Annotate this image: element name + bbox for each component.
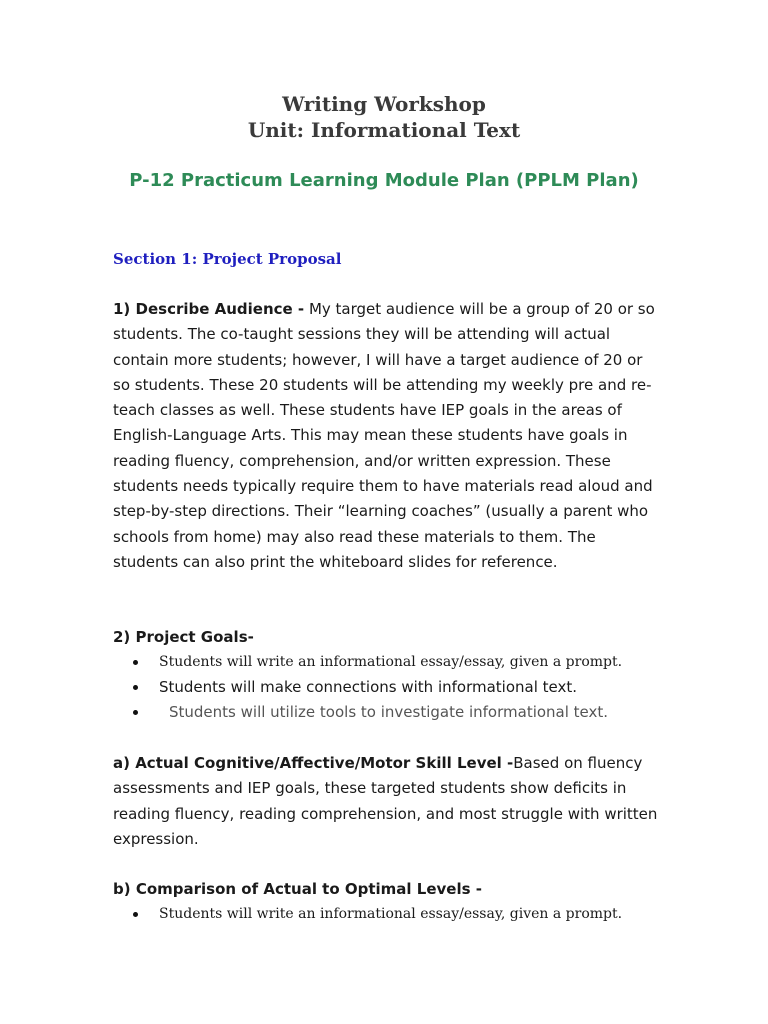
actual-level-label: a) Actual Cognitive/Affective/Motor Skill Level - xyxy=(113,754,514,772)
comparison-label: b) Comparison of Actual to Optimal Levels - xyxy=(113,880,482,898)
plan-subtitle: P-12 Practicum Learning Module Plan (PPLM Plan) xyxy=(129,170,639,191)
unit-title: Unit: Informational Text xyxy=(247,118,521,142)
project-goals-heading xyxy=(113,625,658,650)
section-1-heading: Section 1: Project Proposal xyxy=(113,250,342,268)
bullet-icon xyxy=(133,660,138,665)
describe-audience-label: 1) Describe Audience - xyxy=(113,300,305,318)
list-item-text: Students will utilize tools to investigate informational text. xyxy=(169,703,609,721)
describe-audience-paragraph xyxy=(113,297,658,575)
list-item-text: Students will write an informational essay/essay, given a prompt. xyxy=(159,654,623,670)
project-goals-list xyxy=(133,650,673,725)
bullet-icon xyxy=(133,685,138,690)
bullet-icon xyxy=(133,710,138,715)
list-item xyxy=(133,650,673,675)
project-goals-label: 2) Project Goals- xyxy=(113,628,254,646)
bullet-icon xyxy=(133,912,138,917)
actual-level-paragraph xyxy=(113,751,658,852)
list-item-text: Students will make connections with informational text. xyxy=(159,678,578,696)
comparison-heading xyxy=(113,877,658,902)
actual-level-text: Based on fluency assessments and IEP goals, these targeted students show deficits in reading fluency, reading comprehension, and most struggle with written expression. xyxy=(113,754,658,848)
comparison-list xyxy=(133,902,673,927)
describe-audience-text: My target audience will be a group of 20 or so students. The co-taught sessions they will be attending will actual contain more students; however, I will have a target audience of 20 or so students. These 20 students will be attending my weekly pre and re-teach classes as well. These students have IEP goals in the areas of English-Language Arts. This may mean these students have goals in reading fluency, comprehension, and/or written expression. These students needs typically require them to have materials read aloud and step-by-step directions. Their “learning coaches” (usually a parent who schools from home) may also read these materials to them. The students can also print the whiteboard slides for reference. xyxy=(113,300,655,571)
list-item xyxy=(133,675,673,700)
list-item xyxy=(133,902,673,927)
document-title: Writing Workshop xyxy=(282,92,486,116)
list-item-text: Students will write an informational essay/essay, given a prompt. xyxy=(159,906,623,922)
list-item xyxy=(133,700,673,725)
